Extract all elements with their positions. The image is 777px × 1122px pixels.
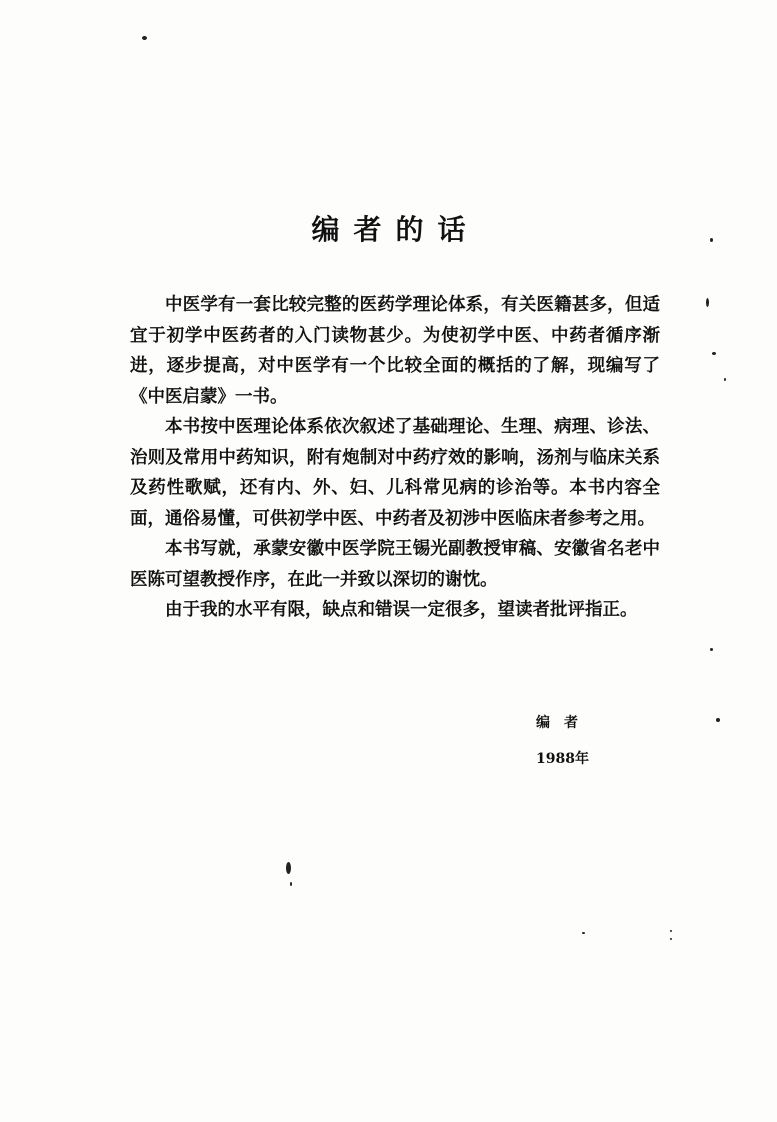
author-signature: 编者	[536, 715, 592, 731]
scan-speck	[724, 378, 726, 381]
scan-speck	[582, 932, 585, 934]
scan-speck	[290, 882, 292, 886]
scan-speck	[142, 36, 147, 40]
scan-speck	[706, 298, 709, 307]
page-title: 编者的话	[311, 213, 480, 246]
paragraph-3: 本书写就，承蒙安徽中医学院王锡光副教授审稿、安徽省名老中医陈可望教授作序，在此一并致以深切的谢忱。	[130, 539, 660, 590]
scan-speck	[670, 930, 672, 932]
scan-speck	[716, 718, 720, 722]
preface-body	[130, 290, 660, 626]
scan-speck	[712, 352, 716, 355]
paragraph-4: 由于我的水平有限，缺点和错误一定很多，望读者批评指正。	[165, 600, 638, 620]
scan-speck	[710, 648, 713, 651]
signature-date: 1988年	[536, 751, 589, 767]
scan-speck	[670, 938, 672, 940]
paragraph-2: 本书按中医理论体系依次叙述了基础理论、生理、病理、诊法、治则及常用中药知识，附有炮制对中药疗效的影响，汤剂与临床关系及药性歌赋，还有内、外、妇、儿科常见病的诊治等。本书内容全面，通俗易懂，可供初学中医、中药者及初涉中医临床者参考之用。	[130, 417, 660, 529]
scan-speck	[286, 862, 291, 874]
paragraph-1: 中医学有一套比较完整的医药学理论体系，有关医籍甚多，但适宜于初学中医药者的入门读物甚少。为使初学中医、中药者循序渐进，逐步提高，对中医学有一个比较全面的概括的了解，现编写了《中医启蒙》一书。	[130, 295, 660, 407]
scan-speck	[710, 238, 713, 242]
